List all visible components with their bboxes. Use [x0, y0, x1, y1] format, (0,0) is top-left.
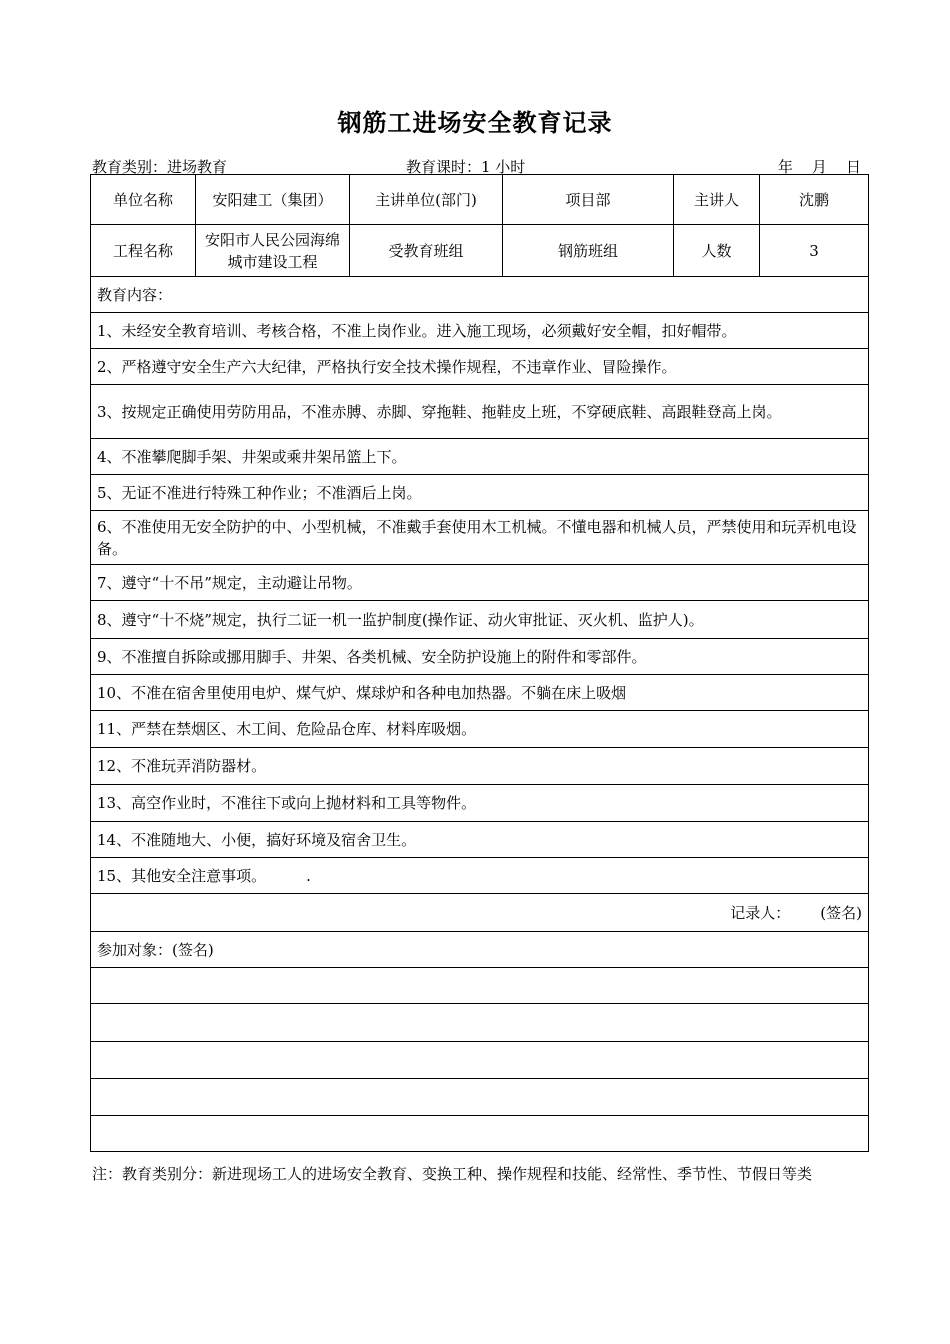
recorder-row — [91, 894, 869, 932]
rule-item: 3、按规定正确使用劳防用品，不准赤膊、赤脚、穿拖鞋、拖鞋皮上班，不穿硬底鞋、高跟鞋登高上岗。 — [91, 385, 869, 439]
rule-item-15-cell — [91, 858, 869, 894]
signature-row — [91, 968, 869, 1004]
headcount-label: 人数 — [674, 225, 760, 277]
signature-cell[interactable] — [91, 1004, 869, 1042]
content-heading: 教育内容： — [91, 277, 869, 313]
lecturer-unit-label: 主讲单位(部门) — [350, 175, 503, 225]
signature-row — [91, 1004, 869, 1042]
rule-row — [91, 565, 869, 601]
rule-item: 9、不准擅自拆除或挪用脚手、井架、各类机械、安全防护设施上的附件和零部件。 — [91, 639, 869, 675]
rule-item: 2、严格遵守安全生产六大纪律，严格执行安全技术操作规程，不违章作业、冒险操作。 — [91, 349, 869, 385]
lecturer-label: 主讲人 — [674, 175, 760, 225]
rule-row — [91, 711, 869, 748]
info-row-project — [91, 225, 869, 277]
education-record-table — [90, 174, 869, 1152]
rule-item: 4、不准攀爬脚手架、井架或乘井架吊篮上下。 — [91, 439, 869, 475]
headcount-value: 3 — [760, 225, 869, 277]
rule-item: 6、不准使用无安全防护的中、小型机械，不准戴手套使用木工机械。不懂电器和机械人员，严禁使用和玩弄机电设备。 — [91, 511, 869, 565]
document-title: 钢筋工进场安全教育记录 — [337, 109, 613, 137]
rule-row — [91, 748, 869, 785]
unit-name-label: 单位名称 — [91, 175, 196, 225]
unit-name-value: 安阳建工（集团） — [196, 175, 350, 225]
rule-item: 8、遵守“十不烧”规定，执行二证一机一监护制度(操作证、动火审批证、灭火机、监护人)。 — [91, 601, 869, 639]
record-date: 年 月 日 — [777, 158, 861, 176]
signature-cell[interactable] — [91, 968, 869, 1004]
rule-item-trailing-dot: . — [306, 866, 311, 885]
recorder-cell — [91, 894, 869, 932]
recorder-label: 记录人： — [730, 903, 791, 922]
rule-row — [91, 601, 869, 639]
rule-row — [91, 822, 869, 858]
team-label: 受教育班组 — [350, 225, 503, 277]
lecturer-unit-value: 项目部 — [503, 175, 674, 225]
project-name-label: 工程名称 — [91, 225, 196, 277]
rule-row — [91, 858, 869, 894]
rule-row — [91, 785, 869, 822]
rule-item: 14、不准随地大、小便，搞好环境及宿舍卫生。 — [91, 822, 869, 858]
rule-item: 7、遵守“十不吊”规定，主动避让吊物。 — [91, 565, 869, 601]
participants-label: 参加对象：(签名) — [91, 932, 869, 968]
project-name-value: 安阳市人民公园海绵城市建设工程 — [196, 225, 350, 277]
rule-item: 1、未经安全教育培训、考核合格，不准上岗作业。进入施工现场，必须戴好安全帽，扣好帽带。 — [91, 313, 869, 349]
rule-row — [91, 439, 869, 475]
record-meta — [92, 156, 867, 176]
rule-row — [91, 349, 869, 385]
rule-row — [91, 639, 869, 675]
rule-item: 15、其他安全注意事项。 — [97, 866, 267, 885]
signature-cell[interactable] — [91, 1116, 869, 1152]
signature-row — [91, 1116, 869, 1152]
signature-row — [91, 1042, 869, 1079]
rule-item: 13、高空作业时，不准往下或向上抛材料和工具等物件。 — [91, 785, 869, 822]
signature-cell[interactable] — [91, 1079, 869, 1116]
education-category: 教育类别：进场教育 — [92, 158, 228, 176]
content-heading-row — [91, 277, 869, 313]
rule-item: 12、不准玩弄消防器材。 — [91, 748, 869, 785]
signature-row — [91, 1079, 869, 1116]
rule-item: 10、不准在宿舍里使用电炉、煤气炉、煤球炉和各种电加热器。不躺在床上吸烟 — [91, 675, 869, 711]
education-hours: 教育课时：1 小时 — [406, 158, 526, 176]
lecturer-value: 沈鹏 — [760, 175, 869, 225]
rule-row — [91, 313, 869, 349]
info-row-unit — [91, 175, 869, 225]
signature-cell[interactable] — [91, 1042, 869, 1079]
participants-row — [91, 932, 869, 968]
team-value: 钢筋班组 — [503, 225, 674, 277]
rule-item: 5、无证不准进行特殊工种作业；不准酒后上岗。 — [91, 475, 869, 511]
rule-row — [91, 675, 869, 711]
rule-row — [91, 511, 869, 565]
rule-row — [91, 475, 869, 511]
rule-item: 11、严禁在禁烟区、木工间、危险品仓库、材料库吸烟。 — [91, 711, 869, 748]
rule-row — [91, 385, 869, 439]
footnote: 注：教育类别分：新进现场工人的进场安全教育、变换工种、操作规程和技能、经常性、季节性、节假日等类 — [92, 1165, 813, 1183]
recorder-sign: (签名) — [820, 903, 862, 922]
